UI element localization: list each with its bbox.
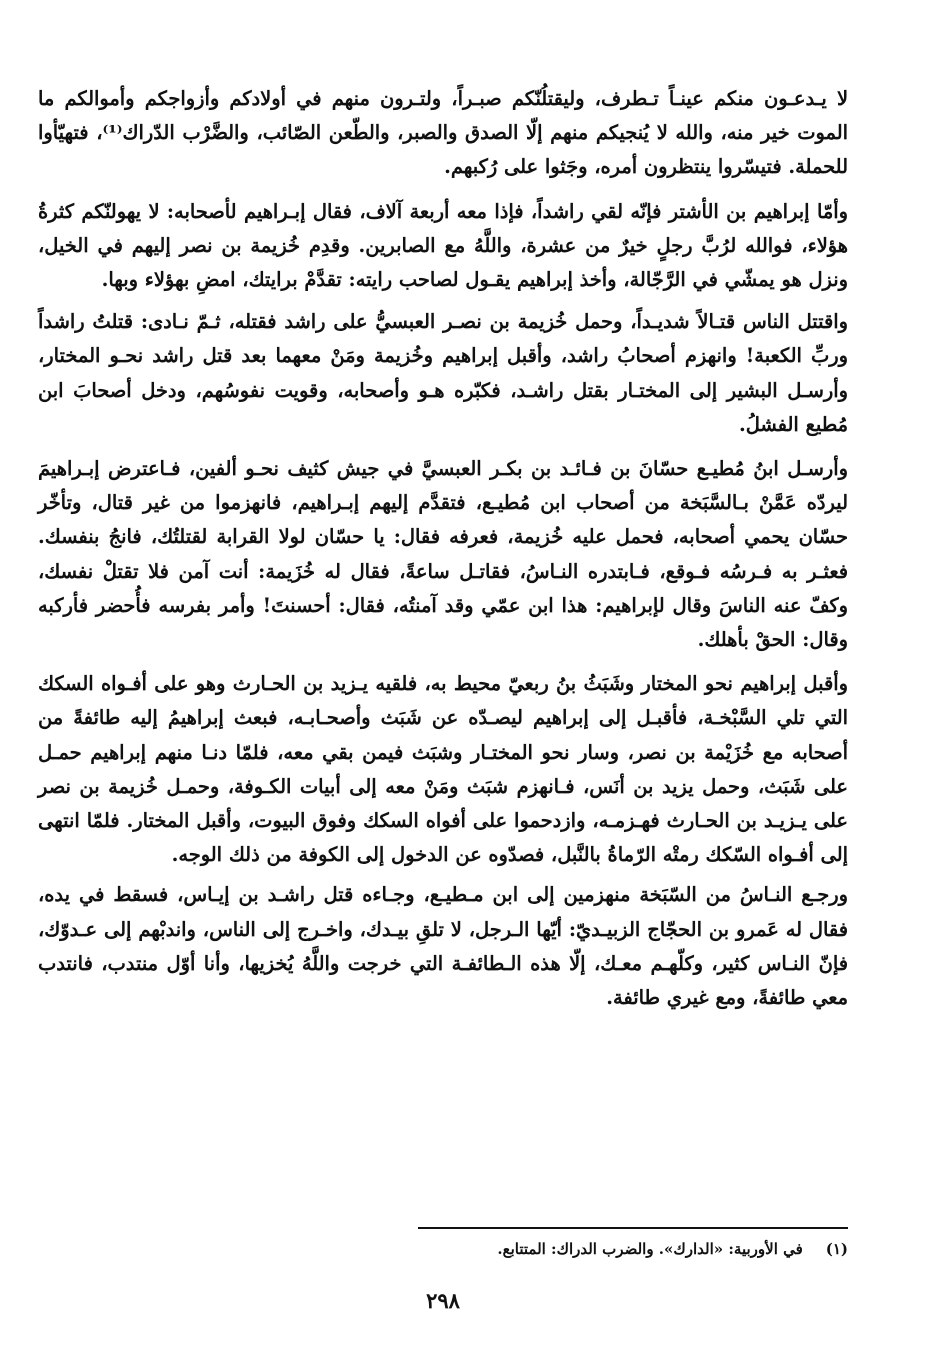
paragraph-6: ورجـع النـاسُ من السّبَخة منهزمين إلى ابن مـطيـع، وجـاءه قتل راشـد بن إيـاس، فسقط في يده، فقال له عَمرو بن الحجّاج الزبيـديّ: أيّها الـرجل، لا تلقِ بيـدك، واخـرج إلى الناس، واندبْهم إلى عـدوّك، فإنّ النـاس كثير، وكلّهـم معـك، إلّا هذه الـطائفـة التي خرجت واللَّهُ يُخزيها، وأنا أوّل منتدب، فانتدب معي طائفةً، ومع غيري طائفة.	[38, 883, 848, 1010]
paragraph-2: وأمّا إبراهيم بن الأشتر فإنّه لقي راشداً، فإذا معه أربعة آلاف، فقال إبـراهيم لأصحابه: لا يهولنّكم كثرةُ هؤلاء، فوالله لرُبَّ رجلٍ خيرٌ من عشرة، واللَّهُ مع الصابرين. وقدِم خُزيمة بن نصر إليهم في الخيل، ونزل هو يمشّي في الرَّجّالة، وأخذ إبراهيم يقـول لصاحب رايته: تقدَّمْ برايتك، امضِ بهؤلاء وبها.	[38, 199, 848, 292]
footnote-number: (١)	[825, 1240, 848, 1258]
paragraph-3: واقتتل الناس قتـالاً شديـداً، وحمل خُزيمة بن نصـر العبسيُّ على راشد فقتله، ثـمّ نـادى: قتلتُ راشداً وربِّ الكعبة! وانهزم أصحابُ راشد، وأقبل إبراهيم وخُزيمة ومَنْ معهما بعد قتل راشد نحـو المختار، وأرسـل البشير إلى المختـار بقتل راشـد، فكبّره هـو وأصحابه، وقويت نفوسُهم، ودخل أصحابَ ابن مُطيع الفشلُ.	[38, 310, 848, 436]
paragraph-1: لا يـدعـون منكم عينـاً تـطرف، وليقتلُنّكم صبـراً، ولتـرون منهم في أولادكم وأزواجكم وأموالكم ما الموت خير منه، والله لا يُنجيكم منهم إلّا الصدق والصبر، والطّعن الصّائب، والضَّرْب الدّراك⁽¹⁾، فتهيّأوا للحملة. فتيسّروا ينتظرون أمره، وجَثوا على رُكبهم.	[38, 87, 848, 179]
page-number: ٢٩٨	[426, 1288, 460, 1313]
paragraph-4: وأرسـل ابنُ مُطيـع حسّانَ بن فـائـد بن بكـر العبسيَّ في جيش كثيف نحـو ألفين، فـاعترض إبـراهيمَ ليردّه عَمَّنْ بـالسَّبَخة من أصحاب ابن مُطيـع، فتقدَّم إليهم إبـراهيم، فانهزموا من غير قتال، وتأخّر حسّان يحمي أصحابه، فحمل عليه خُزيمة، فعرفه فقال: يا حسّان لولا القرابة لقتلتُك، فانجُ بنفسك. فعثـر به فـرسُه فـوقع، فـابتدره النـاسُ، فقاتـل ساعةً، فقال له خُزَيمة: أنت آمن فلا تقتلْ نفسك، وكفّ عنه الناسَ وقال لإبراهيم: هذا ابن عمّي وقد آمنتُه، فقال: أحسنتَ! وأمر بفرسه فأُحضر فأركبه وقال: الحقْ بأهلك.	[38, 457, 848, 652]
book-page	[38, 82, 848, 1352]
footnote-divider	[418, 1227, 848, 1229]
footnote-text: في الأوربية: «الدارك». والضرب الدراك: المتتابع.	[497, 1240, 803, 1258]
footnote	[38, 1238, 848, 1260]
paragraph-5: وأقبل إبراهيم نحو المختار وشَبَثُ بنُ ربعيّ محيط به، فلقيه يـزيد بن الحـارث وهو على أفـواه السكك التي تلي السَّبْخـة، فأقبـل إلى إبراهيم ليصـدّه عن شَبَث وأصحـابـه، فبعث إبراهيمُ إليه طائفةً من أصحابه مع خُزَيْمة بن نصر، وسار نحو المختـار وشبَث فيمن بقي معه، فلمّا دنـا منهم إبراهيم حمـل على شَبَث، وحمل يزيد بن أنَس، فـانهزم شبَث ومَنْ معه إلى أبيات الكـوفة، وحمـل خُزيمة بن نصر على يـزيـد بن الحـارث فهـزمـه، وازدحموا على أفواه السكك وفوق البيوت، وأقبل المختار. فلمّا انتهى إلى أفـواه السّكك رمتْه الرّماةُ بالنَّبل، فصدّوه عن الدخول إلى الكوفة من ذلك الوجه.	[38, 672, 848, 867]
